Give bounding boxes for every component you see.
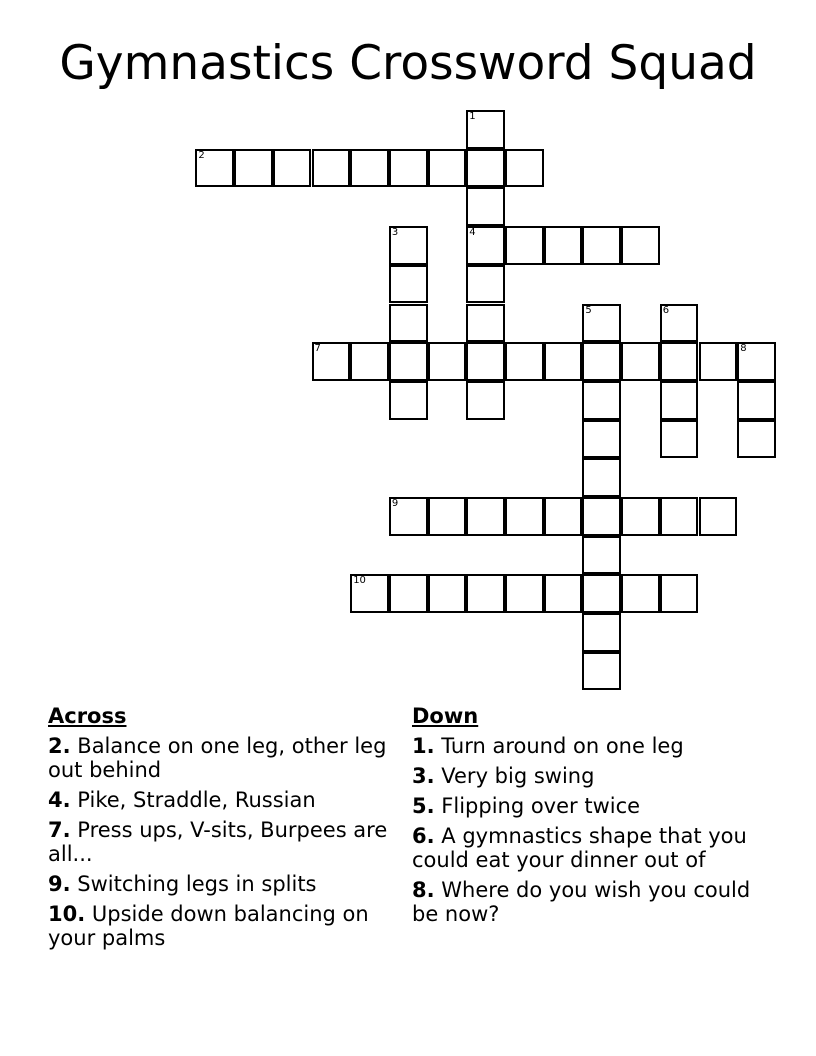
grid-cell[interactable] — [466, 149, 505, 188]
grid-cell[interactable] — [582, 497, 621, 536]
clue-num: 1. — [412, 734, 435, 758]
clue-num: 4. — [48, 788, 71, 812]
across-clue — [48, 734, 393, 782]
grid-cell[interactable] — [389, 381, 428, 420]
down-clues — [412, 704, 757, 932]
grid-cell[interactable] — [660, 342, 699, 381]
grid-cell[interactable] — [350, 342, 389, 381]
clue-num: 6. — [412, 824, 435, 848]
down-clue — [412, 824, 757, 872]
down-clue — [412, 878, 757, 926]
clue-number: 6 — [662, 304, 670, 316]
grid-cell[interactable] — [660, 420, 699, 459]
grid-cell[interactable] — [389, 226, 428, 265]
grid-cell[interactable] — [582, 226, 621, 265]
grid-cell[interactable] — [466, 342, 505, 381]
across-heading: Across — [48, 704, 127, 728]
grid-cell[interactable] — [699, 497, 738, 536]
grid-cell[interactable] — [660, 381, 699, 420]
grid-cell[interactable] — [312, 149, 351, 188]
grid-cell[interactable] — [428, 149, 467, 188]
grid-cell[interactable] — [466, 226, 505, 265]
grid-cell[interactable] — [582, 536, 621, 575]
clue-num: 2. — [48, 734, 71, 758]
clue-text: Flipping over twice — [441, 794, 641, 818]
grid-cell[interactable] — [466, 265, 505, 304]
down-clue — [412, 734, 757, 758]
clue-num: 9. — [48, 872, 71, 896]
across-clue — [48, 902, 393, 950]
across-clue-list — [48, 734, 393, 950]
clue-text: A gymnastics shape that you could eat your dinner out of — [412, 824, 747, 872]
grid-cell[interactable] — [737, 420, 776, 459]
grid-cell[interactable] — [621, 226, 660, 265]
down-clue-list — [412, 734, 757, 926]
grid-cell[interactable] — [582, 381, 621, 420]
grid-cell[interactable] — [582, 613, 621, 652]
clue-number: 5 — [585, 304, 592, 316]
clue-text: Where do you wish you could be now? — [412, 878, 751, 926]
clue-num: 8. — [412, 878, 435, 902]
grid-cell[interactable] — [505, 497, 544, 536]
grid-cell[interactable] — [234, 149, 273, 188]
clue-num: 10. — [48, 902, 86, 926]
clue-text: Turn around on one leg — [441, 734, 684, 758]
grid-cell[interactable] — [389, 342, 428, 381]
grid-cell[interactable] — [621, 574, 660, 613]
grid-cell[interactable] — [466, 497, 505, 536]
clue-number: 1 — [469, 111, 476, 122]
clue-number: 4 — [469, 227, 476, 239]
clue-number: 3 — [391, 227, 399, 239]
clue-num: 7. — [48, 818, 71, 842]
grid-cell[interactable] — [505, 226, 544, 265]
grid-cell[interactable] — [195, 149, 234, 188]
grid-cell[interactable] — [505, 149, 544, 188]
grid-cell[interactable] — [389, 497, 428, 536]
page-title: Gymnastics Crossword Squad — [59, 36, 757, 91]
grid-cell[interactable] — [544, 497, 583, 536]
grid-cell[interactable] — [428, 497, 467, 536]
grid-cell[interactable] — [389, 574, 428, 613]
grid-cell[interactable] — [582, 574, 621, 613]
grid-cell[interactable] — [660, 574, 699, 613]
grid-cell[interactable] — [389, 149, 428, 188]
grid-cell[interactable] — [350, 149, 389, 188]
grid-cell[interactable] — [582, 304, 621, 343]
grid-cell[interactable] — [621, 497, 660, 536]
down-clue — [412, 794, 757, 818]
grid-cell[interactable] — [466, 187, 505, 226]
grid-cell[interactable] — [466, 110, 505, 149]
across-clue — [48, 872, 393, 896]
grid-cell[interactable] — [621, 342, 660, 381]
grid-cell[interactable] — [312, 342, 351, 381]
clue-text: Switching legs in splits — [77, 872, 317, 896]
down-heading: Down — [412, 704, 479, 728]
grid-cell[interactable] — [389, 265, 428, 304]
clue-num: 5. — [412, 794, 435, 818]
clue-num: 3. — [412, 764, 435, 788]
grid-cell[interactable] — [582, 652, 621, 691]
clue-text: Press ups, V-sits, Burpees are all... — [48, 818, 388, 866]
grid-cell[interactable] — [505, 574, 544, 613]
clue-number: 10 — [353, 575, 366, 587]
grid-cell[interactable] — [582, 420, 621, 459]
clue-number: 8 — [740, 343, 747, 355]
grid-cell[interactable] — [273, 149, 312, 188]
grid-cell[interactable] — [582, 342, 621, 381]
grid-cell[interactable] — [660, 497, 699, 536]
grid-cell[interactable] — [466, 381, 505, 420]
grid-cell[interactable] — [428, 342, 467, 381]
grid-cell[interactable] — [699, 342, 738, 381]
grid-cell[interactable] — [544, 574, 583, 613]
across-clues — [48, 704, 393, 956]
clue-number: 7 — [314, 343, 321, 355]
grid-cell[interactable] — [389, 304, 428, 343]
grid-cell[interactable] — [544, 226, 583, 265]
grid-cell[interactable] — [582, 458, 621, 497]
clue-text: Pike, Straddle, Russian — [77, 788, 316, 812]
grid-cell[interactable] — [466, 574, 505, 613]
clue-text: Very big swing — [441, 764, 595, 788]
grid-cell[interactable] — [737, 381, 776, 420]
clue-text: Upside down balancing on your palms — [48, 902, 369, 950]
grid-cell[interactable] — [660, 304, 699, 343]
grid-cell[interactable] — [466, 304, 505, 343]
grid-cell[interactable] — [350, 574, 389, 613]
down-clue — [412, 764, 757, 788]
grid-cell[interactable] — [428, 574, 467, 613]
grid-cell[interactable] — [544, 342, 583, 381]
grid-cell[interactable] — [505, 342, 544, 381]
grid-cell[interactable] — [737, 342, 776, 381]
across-clue — [48, 818, 393, 866]
clue-text: Balance on one leg, other leg out behind — [48, 734, 387, 782]
clue-number: 9 — [391, 498, 399, 509]
clue-number: 2 — [198, 149, 205, 161]
across-clue — [48, 788, 393, 812]
